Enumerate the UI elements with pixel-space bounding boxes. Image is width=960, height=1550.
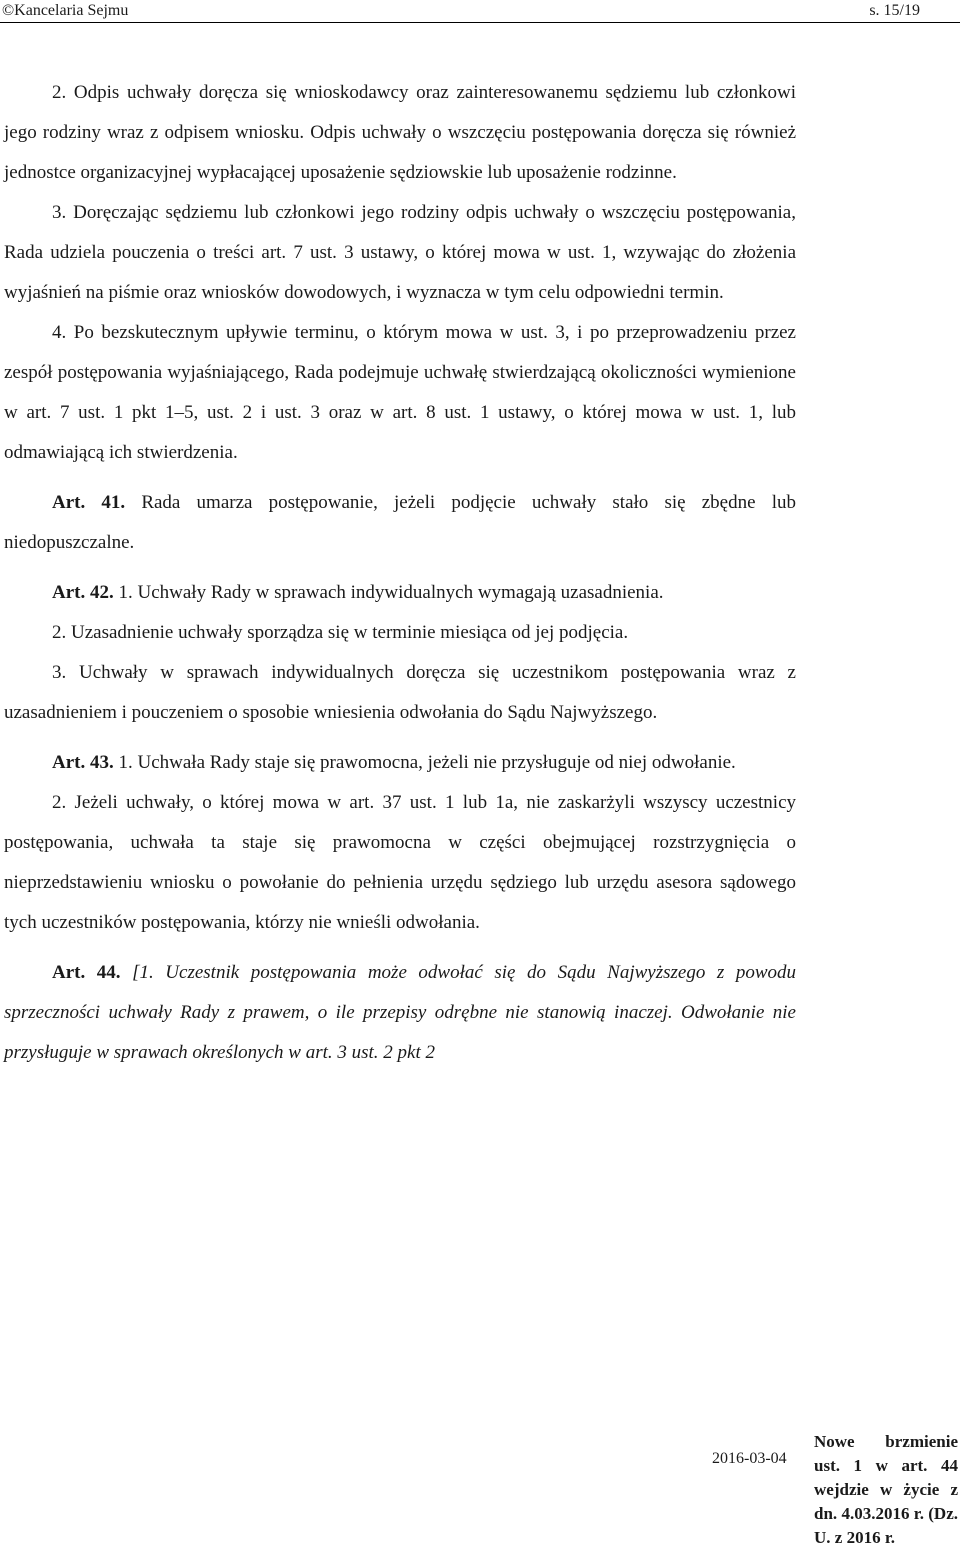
article-41-text: Rada umarza postępowanie, jeżeli podjęcie uchwały stało się zbędne lub niedopuszczalne. xyxy=(4,492,796,553)
header-rule xyxy=(0,22,960,23)
article-41-label: Art. 41. xyxy=(52,492,126,513)
article-42-text: 1. Uchwały Rady w sprawach indywidualnych wymagają uzasadnienia. xyxy=(113,582,664,603)
paragraph-art42-ust2: 2. Uzasadnienie uchwały sporządza się w terminie miesiąca od jej podjęcia. xyxy=(52,622,629,643)
article-44-text: [1. Uczestnik postępowania może odwołać się do Sądu Najwyższego z powodu sprzeczności uchwały Rady z prawem, o ile przepisy odrębne nie stanowią inaczej. Odwołanie nie przysługuje w sprawach określonych w art. 3 ust. 2 pkt 2 xyxy=(4,962,796,1063)
paragraph-art40-ust4: 4. Po bezskutecznym upływie terminu, o którym mowa w ust. 3, i po przeprowadzeniu przez zespół postępowania wyjaśniającego, Rada podejmuje uchwałę stwierdzającą okoliczności wymienione w art. 7 ust. 1 pkt 1–5, ust. 2 i ust. 3 oraz w art. 8 ust. 1 ustawy, o której mowa w ust. 1, lub odmawiającą ich stwierdzenia. xyxy=(4,322,796,463)
footer-date: 2016-03-04 xyxy=(712,1450,787,1467)
amendment-note: Nowe brzmienie ust. 1 w art. 44 wejdzie w życie z dn. 4.03.2016 r. (Dz. U. z 2016 r. xyxy=(814,1432,958,1547)
article-44-label: Art. 44. xyxy=(52,962,121,983)
article-44 xyxy=(4,953,796,1073)
page-number: s. 15/19 xyxy=(869,2,920,19)
source-label: ©Kancelaria Sejmu xyxy=(2,2,129,19)
paragraph-art43-ust2: 2. Jeżeli uchwały, o której mowa w art. 37 ust. 1 lub 1a, nie zaskarżyli wszyscy uczestnicy postępowania, uchwała ta staje się prawomocna w części obejmującej rozstrzygnięcia o nieprzedstawieniu wniosku o powołanie do pełnienia urzędu sędziego lub urzędu asesora sądowego tych uczestników postępowania, którzy nie wnieśli odwołania. xyxy=(4,792,796,933)
paragraph-art40-ust3: 3. Doręczając sędziemu lub członkowi jego rodziny odpis uchwały o wszczęciu postępowania, Rada udziela pouczenia o treści art. 7 ust. 3 ustawy, o której mowa w ust. 1, wzywając do złożenia wyjaśnień na piśmie oraz wniosków dowodowych, i wyznacza w tym celu odpowiedni termin. xyxy=(4,202,796,303)
paragraph-art42-ust3: 3. Uchwały w sprawach indywidualnych doręcza się uczestnikom postępowania wraz z uzasadnieniem i pouczeniem o sposobie wniesienia odwołania do Sądu Najwyższego. xyxy=(4,662,796,723)
page-header xyxy=(0,0,960,24)
article-43-text: 1. Uchwała Rady staje się prawomocna, jeżeli nie przysługuje od niej odwołanie. xyxy=(113,752,736,773)
article-43-label: Art. 43. xyxy=(52,752,114,773)
article-42 xyxy=(4,573,796,613)
article-43 xyxy=(4,743,796,783)
article-41 xyxy=(4,483,796,563)
document-body xyxy=(4,73,796,1073)
article-42-label: Art. 42. xyxy=(52,582,114,603)
paragraph-art40-ust2: 2. Odpis uchwały doręcza się wnioskodawcy oraz zainteresowanemu sędziemu lub członkowi jego rodziny wraz z odpisem wniosku. Odpis uchwały o wszczęciu postępowania doręcza się również jednostce organizacyjnej wypłacającej uposażenie sędziowskie lub uposażenie rodzinne. xyxy=(4,82,796,183)
